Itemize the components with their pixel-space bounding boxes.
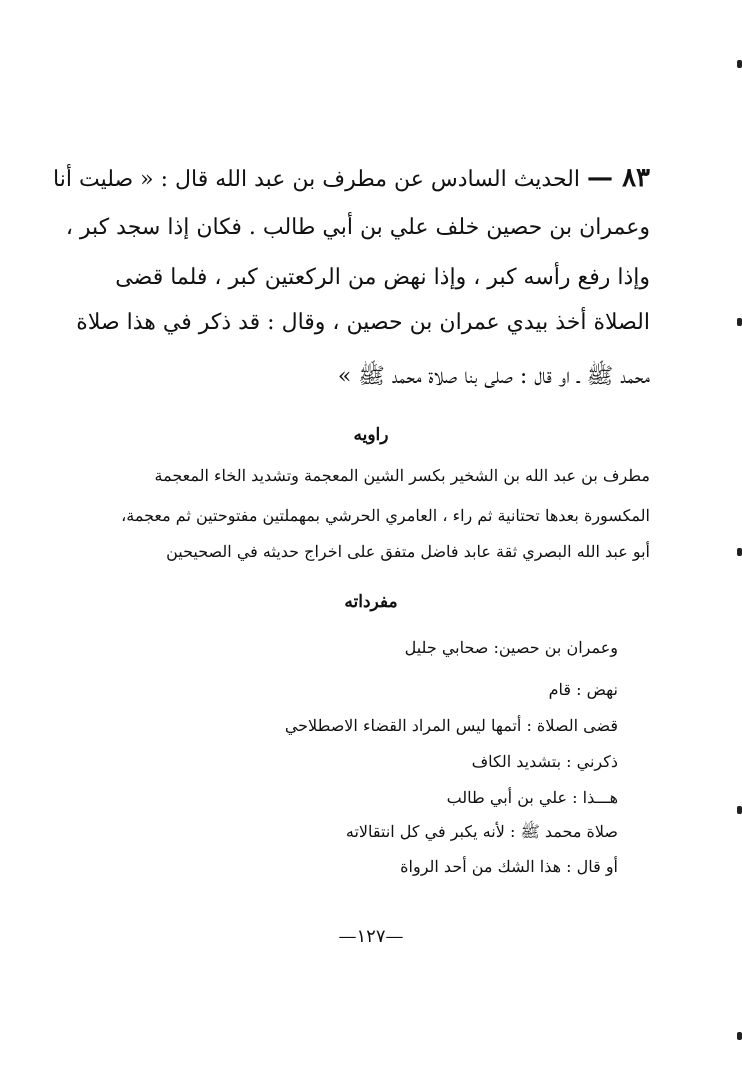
- narrator-line-3: أبو عبد الله البصري ثقة عابد فاضل متفق على اخراج حديثه في الصحيحين: [166, 542, 650, 561]
- vocab-entry: أو قال : هذا الشك من أحد الرواة: [400, 857, 618, 876]
- page-number: —١٢٧—: [338, 926, 404, 947]
- hadith-line-4: الصلاة أخذ بيدي عمران بن حصين ، وقال : قد ذكر في هذا صلاة: [76, 310, 650, 335]
- narrator-line-1: مطرف بن عبد الله بن الشخير بكسر الشين المعجمة وتشديد الخاء المعجمة: [154, 466, 650, 485]
- narrator-heading: راويه: [353, 425, 389, 445]
- vocab-entry: نهض : قام: [548, 680, 618, 699]
- margin-mark: [737, 806, 742, 814]
- vocab-entry: ذكرني : بتشديد الكاف: [471, 752, 618, 771]
- hadith-line-5: محمد ﷺ ـ او قال : صلى بنا صلاة محمد ﷺ »: [337, 364, 650, 389]
- vocabulary-heading: مفرداته: [344, 592, 398, 612]
- margin-mark: [737, 1032, 742, 1040]
- margin-mark: [737, 548, 742, 556]
- vocab-entry: هـــذا : علي بن أبي طالب: [446, 788, 618, 807]
- vocab-entry: وعمران بن حصين: صحابي جليل: [404, 638, 618, 657]
- hadith-line-1: [53, 163, 650, 193]
- narrator-line-2: المكسورة بعدها تحتانية ثم راء ، العامري الحرشي بمهملتين مفتوحتين ثم معجمة،: [121, 506, 650, 525]
- hadith-text: الحديث السادس عن مطرف بن عبد الله قال : « صليت أنا: [53, 167, 580, 192]
- hadith-line-2: وعمران بن حصين خلف علي بن أبي طالب . فكان إذا سجد كبر ،: [65, 215, 650, 240]
- vocab-entry: صلاة محمد ﷺ : لأنه يكبر في كل انتقالاته: [345, 822, 618, 841]
- vocab-entry: قضى الصلاة : أتمها ليس المراد القضاء الاصطلاحي: [284, 716, 618, 735]
- margin-mark: [737, 60, 742, 68]
- hadith-line-3: وإذا رفع رأسه كبر ، وإذا نهض من الركعتين كبر ، فلما قضى: [115, 265, 650, 290]
- hadith-number: ٨٣ —: [587, 163, 650, 193]
- margin-mark: [737, 318, 742, 326]
